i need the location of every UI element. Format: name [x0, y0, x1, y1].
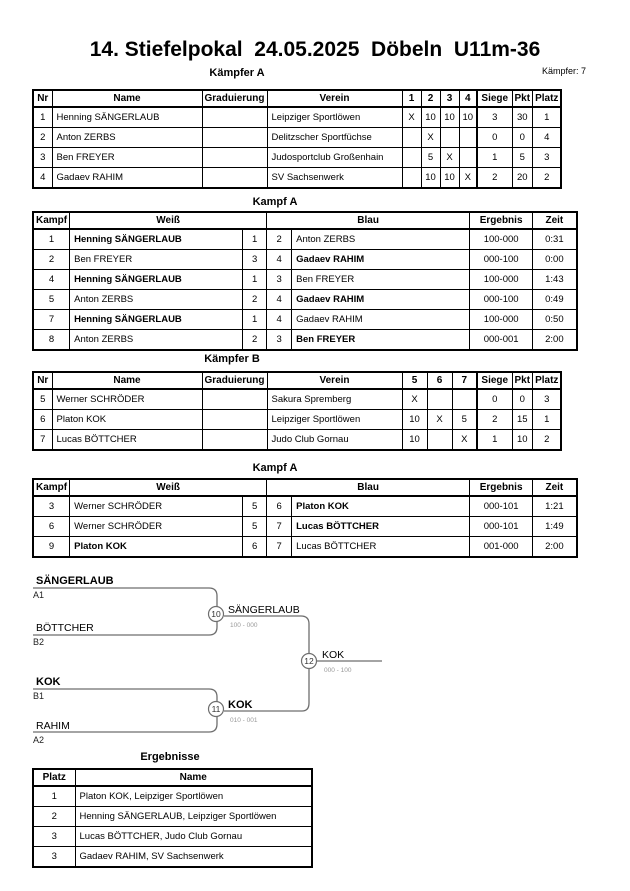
- cell-f4: X: [459, 168, 477, 189]
- col-platz: Platz: [533, 372, 562, 389]
- pool-a-table: [32, 89, 562, 189]
- cell-verein: Delitzscher Sportfüchse: [267, 128, 402, 148]
- match-number: 12: [304, 656, 314, 666]
- cell-ergebnis: 100-000: [470, 310, 533, 330]
- cell-ergebnis: 000-100: [470, 290, 533, 310]
- col-ergebnis: Ergebnis: [470, 479, 533, 496]
- cell-weiss-nr: 1: [243, 270, 267, 290]
- cell-platz: 2: [33, 807, 75, 827]
- cell-weiss-nr: 5: [243, 496, 267, 517]
- cell-blau: Lucas BÖTTCHER: [292, 517, 470, 537]
- cell-name: Henning SÄNGERLAUB, Leipziger Sportlöwen: [75, 807, 312, 827]
- cell-weiss: Werner SCHRÖDER: [70, 496, 243, 517]
- cell-verein: Judo Club Gornau: [267, 430, 402, 451]
- match-number: 11: [211, 704, 221, 714]
- bracket-score: 100 - 000: [230, 622, 258, 629]
- cell-kampf: 6: [33, 517, 70, 537]
- cell-f5: X: [402, 389, 427, 410]
- cell-name: Lucas BÖTTCHER: [52, 430, 202, 451]
- cell-pkt: 10: [512, 430, 533, 451]
- cell-siege: 0: [477, 389, 512, 410]
- bracket-score: 000 - 100: [324, 667, 352, 674]
- cell-verein: Leipziger Sportlöwen: [267, 107, 402, 128]
- table-row: [33, 537, 577, 558]
- cell-name: Platon KOK: [52, 410, 202, 430]
- cell-name: Henning SÄNGERLAUB: [52, 107, 202, 128]
- col-verein: Verein: [267, 372, 402, 389]
- cell-pkt: 0: [512, 128, 533, 148]
- cell-zeit: 0:49: [533, 290, 577, 310]
- cell-blau: Ben FREYER: [292, 330, 470, 351]
- cell-pkt: 0: [512, 389, 533, 410]
- cell-pkt: 30: [512, 107, 533, 128]
- cell-blau-nr: 3: [267, 270, 292, 290]
- col-fight-2: 2: [421, 90, 440, 107]
- cell-f4: [459, 148, 477, 168]
- bracket-line-a1: [33, 588, 217, 607]
- cell-zeit: 2:00: [533, 330, 577, 351]
- table-row: [33, 827, 312, 847]
- cell-ergebnis: 000-001: [470, 330, 533, 351]
- cell-weiss: Ben FREYER: [70, 250, 243, 270]
- cell-f2: 10: [421, 168, 440, 189]
- cell-zeit: 1:49: [533, 517, 577, 537]
- col-kampf: Kampf: [33, 479, 70, 496]
- cell-weiss-nr: 2: [243, 290, 267, 310]
- cell-graduierung: [202, 430, 267, 451]
- cell-zeit: 1:21: [533, 496, 577, 517]
- cell-graduierung: [202, 168, 267, 189]
- bracket-score: 010 - 001: [230, 717, 258, 724]
- table-row: [33, 786, 312, 807]
- col-verein: Verein: [267, 90, 402, 107]
- cell-weiss: Anton ZERBS: [70, 330, 243, 351]
- cell-f1: [402, 168, 421, 189]
- matches-b-header-row: [33, 479, 577, 496]
- cell-name: Ben FREYER: [52, 148, 202, 168]
- table-row: [33, 410, 561, 430]
- page-title: 14. Stiefelpokal 24.05.2025 Döbeln U11m-36: [89, 38, 541, 61]
- cell-kampf: 9: [33, 537, 70, 558]
- bracket-line-b1: [33, 689, 217, 702]
- cell-verein: Judosportclub Großenhain: [267, 148, 402, 168]
- cell-f1: [402, 148, 421, 168]
- cell-pkt: 15: [512, 410, 533, 430]
- cell-f6: X: [427, 410, 452, 430]
- cell-blau-nr: 7: [267, 517, 292, 537]
- cell-kampf: 8: [33, 330, 70, 351]
- cell-blau: Anton ZERBS: [292, 229, 470, 250]
- bracket-slot-name: SÄNGERLAUB: [36, 575, 114, 587]
- cell-kampf: 4: [33, 270, 70, 290]
- cell-f5: 10: [402, 430, 427, 451]
- cell-siege: 3: [477, 107, 512, 128]
- cell-blau-nr: 4: [267, 310, 292, 330]
- table-row: [33, 330, 577, 351]
- cell-siege: 2: [477, 410, 512, 430]
- cell-weiss: Anton ZERBS: [70, 290, 243, 310]
- cell-blau-nr: 7: [267, 537, 292, 558]
- cell-siege: 1: [477, 430, 512, 451]
- col-platz: Platz: [33, 769, 75, 786]
- cell-graduierung: [202, 410, 267, 430]
- bracket-winner-name: SÄNGERLAUB: [228, 604, 300, 616]
- cell-ergebnis: 100-000: [470, 229, 533, 250]
- col-blau: Blau: [267, 479, 470, 496]
- table-row: [33, 290, 577, 310]
- cell-f6: [427, 430, 452, 451]
- cell-siege: 1: [477, 148, 512, 168]
- table-row: [33, 847, 312, 868]
- cell-f3: 10: [440, 107, 459, 128]
- table-row: [33, 807, 312, 827]
- cell-f3: X: [440, 148, 459, 168]
- matches-a-table: [32, 211, 578, 351]
- cell-name: Platon KOK, Leipziger Sportlöwen: [75, 786, 312, 807]
- table-row: [33, 128, 561, 148]
- cell-f3: [440, 128, 459, 148]
- cell-nr: 7: [33, 430, 52, 451]
- table-row: [33, 250, 577, 270]
- col-nr: Nr: [33, 90, 52, 107]
- pool-a-title: Kämpfer A: [209, 67, 265, 79]
- col-name: Name: [75, 769, 312, 786]
- cell-blau-nr: 6: [267, 496, 292, 517]
- matches-a-header-row: [33, 212, 577, 229]
- finals-bracket: [0, 570, 630, 760]
- cell-ergebnis: 000-101: [470, 496, 533, 517]
- cell-kampf: 2: [33, 250, 70, 270]
- cell-blau: Gadaev RAHIM: [292, 290, 470, 310]
- cell-platz: 1: [33, 786, 75, 807]
- bracket-seed: A2: [33, 735, 45, 745]
- col-fight-6: 6: [427, 372, 452, 389]
- cell-f4: 10: [459, 107, 477, 128]
- bracket-slot-name: RAHIM: [36, 720, 70, 732]
- cell-blau: Gadaev RAHIM: [292, 310, 470, 330]
- col-kampf: Kampf: [33, 212, 70, 229]
- cell-f2: 10: [421, 107, 440, 128]
- col-fight-4: 4: [459, 90, 477, 107]
- cell-f3: 10: [440, 168, 459, 189]
- matches-a-title: Kampf A: [252, 196, 298, 208]
- cell-blau-nr: 2: [267, 229, 292, 250]
- bracket-seed: B1: [33, 691, 45, 701]
- cell-ergebnis: 001-000: [470, 537, 533, 558]
- col-name: Name: [52, 90, 202, 107]
- cell-f4: [459, 128, 477, 148]
- col-zeit: Zeit: [533, 212, 577, 229]
- cell-zeit: 2:00: [533, 537, 577, 558]
- cell-f2: 5: [421, 148, 440, 168]
- table-row: [33, 310, 577, 330]
- cell-name: Anton ZERBS: [52, 128, 202, 148]
- table-row: [33, 229, 577, 250]
- results-header-row: [33, 769, 312, 786]
- cell-weiss-nr: 5: [243, 517, 267, 537]
- cell-platz: 3: [533, 389, 562, 410]
- col-fight-3: 3: [440, 90, 459, 107]
- cell-weiss-nr: 1: [243, 229, 267, 250]
- cell-nr: 1: [33, 107, 52, 128]
- cell-blau: Ben FREYER: [292, 270, 470, 290]
- table-row: [33, 430, 561, 451]
- cell-graduierung: [202, 107, 267, 128]
- cell-verein: SV Sachsenwerk: [267, 168, 402, 189]
- cell-weiss-nr: 6: [243, 537, 267, 558]
- col-graduierung: Graduierung: [202, 372, 267, 389]
- cell-weiss: Henning SÄNGERLAUB: [70, 310, 243, 330]
- cell-blau: Platon KOK: [292, 496, 470, 517]
- cell-verein: Sakura Spremberg: [267, 389, 402, 410]
- cell-siege: 0: [477, 128, 512, 148]
- matches-b-title: Kampf A: [252, 462, 298, 474]
- cell-name: Lucas BÖTTCHER, Judo Club Gornau: [75, 827, 312, 847]
- cell-blau-nr: 3: [267, 330, 292, 351]
- cell-name: Gadaev RAHIM: [52, 168, 202, 189]
- table-row: [33, 389, 561, 410]
- results-table: [32, 768, 313, 868]
- cell-f5: 10: [402, 410, 427, 430]
- cell-zeit: 0:31: [533, 229, 577, 250]
- cell-platz: 4: [533, 128, 562, 148]
- cell-weiss: Werner SCHRÖDER: [70, 517, 243, 537]
- cell-weiss: Henning SÄNGERLAUB: [70, 270, 243, 290]
- cell-weiss: Platon KOK: [70, 537, 243, 558]
- col-fight-1: 1: [402, 90, 421, 107]
- cell-f6: [427, 389, 452, 410]
- cell-weiss-nr: 1: [243, 310, 267, 330]
- pool-b-title: Kämpfer B: [204, 353, 260, 365]
- cell-name: Werner SCHRÖDER: [52, 389, 202, 410]
- col-blau: Blau: [267, 212, 470, 229]
- cell-f7: X: [452, 430, 477, 451]
- bracket-winner-name: KOK: [322, 649, 345, 661]
- table-row: [33, 517, 577, 537]
- col-weiss: Weiß: [70, 212, 267, 229]
- col-weiss: Weiß: [70, 479, 267, 496]
- cell-f2: X: [421, 128, 440, 148]
- cell-verein: Leipziger Sportlöwen: [267, 410, 402, 430]
- matches-b-table: [32, 478, 578, 558]
- cell-pkt: 5: [512, 148, 533, 168]
- cell-weiss-nr: 2: [243, 330, 267, 351]
- col-fight-7: 7: [452, 372, 477, 389]
- cell-kampf: 1: [33, 229, 70, 250]
- cell-platz: 3: [533, 148, 562, 168]
- cell-nr: 4: [33, 168, 52, 189]
- cell-ergebnis: 100-000: [470, 270, 533, 290]
- col-graduierung: Graduierung: [202, 90, 267, 107]
- table-row: [33, 270, 577, 290]
- col-siege: Siege: [477, 372, 512, 389]
- cell-f7: [452, 389, 477, 410]
- table-row: [33, 168, 561, 189]
- cell-kampf: 3: [33, 496, 70, 517]
- col-pkt: Pkt: [512, 90, 533, 107]
- bracket-winner-name: KOK: [228, 699, 253, 711]
- col-siege: Siege: [477, 90, 512, 107]
- cell-blau-nr: 4: [267, 290, 292, 310]
- results-title: Ergebnisse: [140, 751, 200, 763]
- cell-platz: 2: [533, 430, 562, 451]
- cell-pkt: 20: [512, 168, 533, 189]
- cell-kampf: 5: [33, 290, 70, 310]
- cell-blau: Gadaev RAHIM: [292, 250, 470, 270]
- col-fight-5: 5: [402, 372, 427, 389]
- cell-f7: 5: [452, 410, 477, 430]
- col-pkt: Pkt: [512, 372, 533, 389]
- pool-b-header-row: [33, 372, 561, 389]
- table-row: [33, 148, 561, 168]
- cell-nr: 6: [33, 410, 52, 430]
- cell-platz: 3: [33, 847, 75, 868]
- cell-name: Gadaev RAHIM, SV Sachsenwerk: [75, 847, 312, 868]
- cell-blau-nr: 4: [267, 250, 292, 270]
- table-row: [33, 107, 561, 128]
- cell-graduierung: [202, 148, 267, 168]
- col-ergebnis: Ergebnis: [470, 212, 533, 229]
- col-nr: Nr: [33, 372, 52, 389]
- cell-nr: 3: [33, 148, 52, 168]
- cell-nr: 2: [33, 128, 52, 148]
- cell-blau: Lucas BÖTTCHER: [292, 537, 470, 558]
- bracket-slot-name: KOK: [36, 676, 61, 688]
- match-number: 10: [211, 609, 221, 619]
- cell-platz: 2: [533, 168, 562, 189]
- cell-platz: 3: [33, 827, 75, 847]
- cell-weiss: Henning SÄNGERLAUB: [70, 229, 243, 250]
- cell-zeit: 1:43: [533, 270, 577, 290]
- cell-zeit: 0:50: [533, 310, 577, 330]
- cell-platz: 1: [533, 410, 562, 430]
- cell-weiss-nr: 3: [243, 250, 267, 270]
- cell-graduierung: [202, 128, 267, 148]
- fighters-count: Kämpfer: 7: [541, 66, 586, 76]
- cell-f1: X: [402, 107, 421, 128]
- bracket-seed: B2: [33, 637, 45, 647]
- pool-a-header-row: [33, 90, 561, 107]
- col-name: Name: [52, 372, 202, 389]
- cell-f1: [402, 128, 421, 148]
- cell-zeit: 0:00: [533, 250, 577, 270]
- cell-platz: 1: [533, 107, 562, 128]
- col-zeit: Zeit: [533, 479, 577, 496]
- table-row: [33, 496, 577, 517]
- pool-b-table: [32, 371, 562, 451]
- cell-nr: 5: [33, 389, 52, 410]
- cell-kampf: 7: [33, 310, 70, 330]
- col-platz: Platz: [533, 90, 562, 107]
- bracket-seed: A1: [33, 590, 45, 600]
- cell-siege: 2: [477, 168, 512, 189]
- cell-ergebnis: 000-101: [470, 517, 533, 537]
- cell-graduierung: [202, 389, 267, 410]
- bracket-slot-name: BÖTTCHER: [36, 622, 94, 634]
- cell-ergebnis: 000-100: [470, 250, 533, 270]
